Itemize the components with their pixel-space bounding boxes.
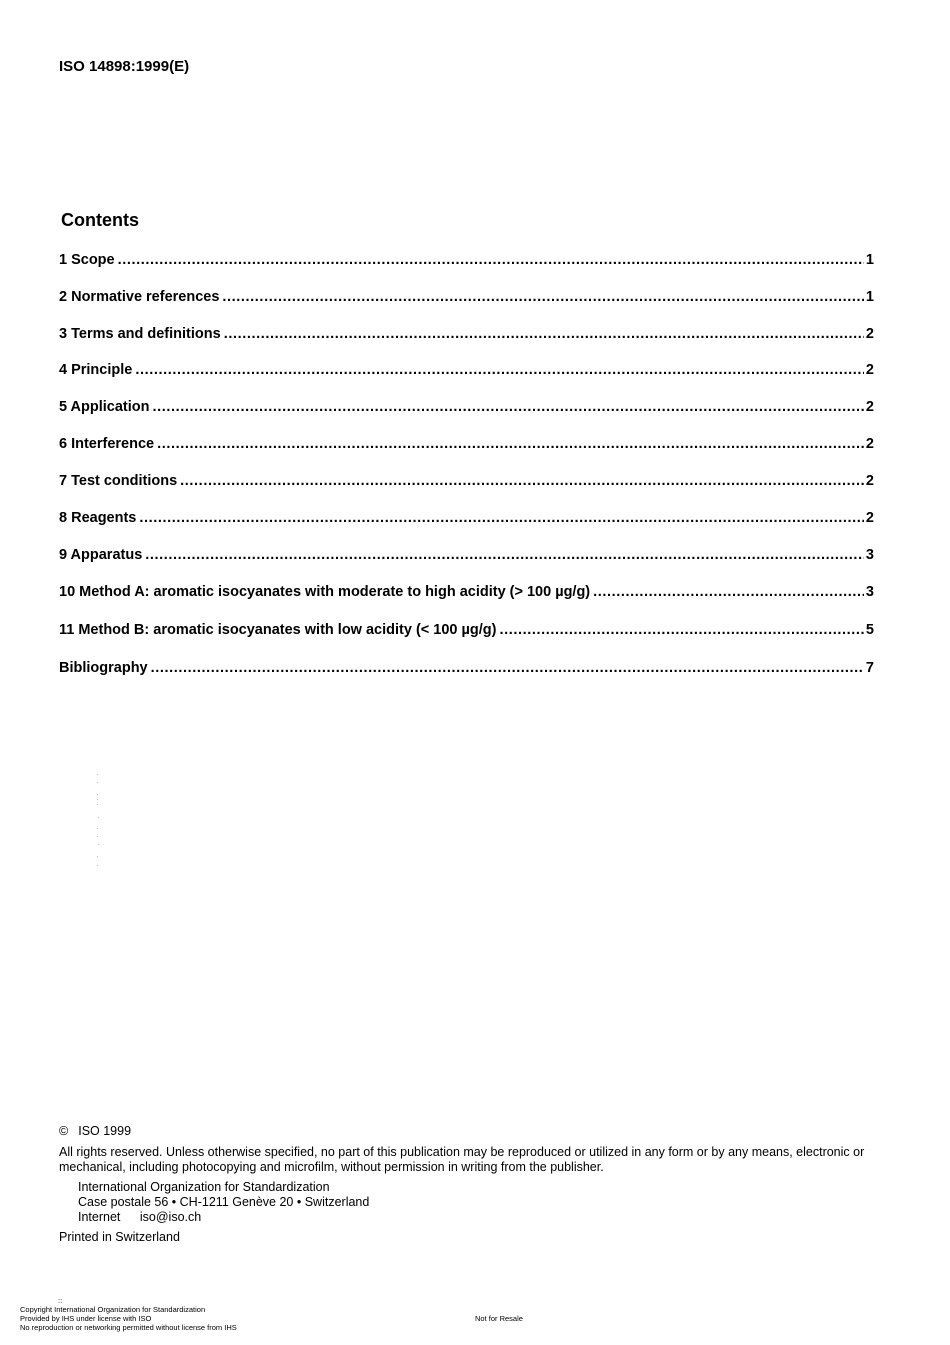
toc-leader-dots bbox=[151, 660, 864, 676]
toc-entry-page: 7 bbox=[865, 660, 874, 676]
toc-entry-scope[interactable] bbox=[59, 252, 874, 272]
toc-entry-label: 8 Reagents bbox=[59, 510, 137, 526]
publisher-address bbox=[78, 1180, 879, 1225]
printed-location: Printed in Switzerland bbox=[59, 1230, 180, 1244]
rights-statement: All rights reserved. Unless otherwise specified, no part of this publication may be reproduced or utilized in any form or by any means, electronic or mechanical, including photocopying and microfilm, without permission in writing from the publisher. bbox=[59, 1145, 865, 1174]
toc-entry-page: 2 bbox=[865, 436, 874, 452]
toc-entry-label: 9 Apparatus bbox=[59, 547, 143, 563]
toc-entry-page: 2 bbox=[865, 510, 874, 526]
document-id: ISO 14898:1999(E) bbox=[59, 58, 190, 75]
toc-entry-page: 3 bbox=[865, 584, 874, 600]
publisher-postal: Case postale 56 • CH-1211 Genève 20 • Switzerland bbox=[78, 1195, 370, 1209]
toc-entry-normative-references[interactable] bbox=[59, 289, 874, 309]
toc-leader-dots bbox=[118, 252, 864, 268]
toc-entry-apparatus[interactable] bbox=[59, 547, 874, 567]
toc-entry-page: 2 bbox=[865, 326, 874, 342]
copyright-year-line bbox=[59, 1124, 879, 1139]
toc-leader-dots bbox=[135, 362, 864, 378]
toc-entry-application[interactable] bbox=[59, 399, 874, 419]
toc-entry-method-b[interactable] bbox=[59, 622, 874, 642]
footer-mark: :: bbox=[58, 1296, 63, 1305]
toc-entry-page: 2 bbox=[865, 362, 874, 378]
toc-entry-reagents[interactable] bbox=[59, 510, 874, 530]
toc-leader-dots bbox=[153, 399, 864, 415]
toc-entry-label: 11 Method B: aromatic isocyanates with low acidity (< 100 µg/g) bbox=[59, 622, 497, 638]
toc-entry-page: 1 bbox=[865, 252, 874, 268]
toc-entry-bibliography[interactable] bbox=[59, 660, 874, 680]
toc-leader-dots bbox=[157, 436, 864, 452]
publisher-internet bbox=[78, 1210, 879, 1225]
copyright-symbol: © bbox=[59, 1124, 69, 1138]
toc-entry-label: 2 Normative references bbox=[59, 289, 220, 305]
toc-entry-test-conditions[interactable] bbox=[59, 473, 874, 493]
toc-leader-dots bbox=[222, 289, 864, 305]
toc-entry-label: 3 Terms and definitions bbox=[59, 326, 221, 342]
toc-entry-label: 1 Scope bbox=[59, 252, 115, 268]
internet-email-link[interactable]: iso@iso.ch bbox=[139, 1210, 202, 1224]
toc-leader-dots bbox=[499, 622, 863, 638]
toc-entry-page: 5 bbox=[865, 622, 874, 638]
scan-artifact bbox=[96, 772, 100, 872]
toc-entry-label: 5 Application bbox=[59, 399, 150, 415]
toc-entry-page: 3 bbox=[865, 547, 874, 563]
contents-heading: Contents bbox=[61, 210, 139, 230]
toc-leader-dots bbox=[145, 547, 864, 563]
toc-entry-page: 2 bbox=[865, 473, 874, 489]
toc-leader-dots bbox=[139, 510, 864, 526]
internet-label: Internet bbox=[78, 1210, 121, 1224]
footer-line-3: No reproduction or networking permitted without license from IHS bbox=[20, 1323, 237, 1332]
toc-entry-label: 4 Principle bbox=[59, 362, 133, 378]
toc-leader-dots bbox=[224, 326, 864, 342]
toc-entry-principle[interactable] bbox=[59, 362, 874, 382]
copyright-notice bbox=[59, 1124, 879, 1245]
toc-entry-label: 7 Test conditions bbox=[59, 473, 178, 489]
toc-entry-page: 1 bbox=[865, 289, 874, 305]
toc-entry-terms-and-definitions[interactable] bbox=[59, 326, 874, 346]
toc-entry-label: 6 Interference bbox=[59, 436, 155, 452]
toc-entry-method-a[interactable] bbox=[59, 584, 874, 604]
footer-line-2: Provided by IHS under license with ISO bbox=[20, 1314, 152, 1323]
toc-leader-dots bbox=[180, 473, 864, 489]
license-footer bbox=[20, 1296, 237, 1332]
footer-line-1: Copyright International Organization for Standardization bbox=[20, 1305, 206, 1314]
toc-entry-label: Bibliography bbox=[59, 660, 148, 676]
toc-entry-page: 2 bbox=[865, 399, 874, 415]
toc-leader-dots bbox=[593, 584, 864, 600]
not-for-resale: Not for Resale bbox=[475, 1314, 523, 1323]
toc-entry-interference[interactable] bbox=[59, 436, 874, 456]
publisher-org: International Organization for Standardization bbox=[78, 1180, 330, 1194]
toc-entry-label: 10 Method A: aromatic isocyanates with moderate to high acidity (> 100 µg/g) bbox=[59, 584, 591, 600]
copyright-year: ISO 1999 bbox=[78, 1124, 132, 1138]
